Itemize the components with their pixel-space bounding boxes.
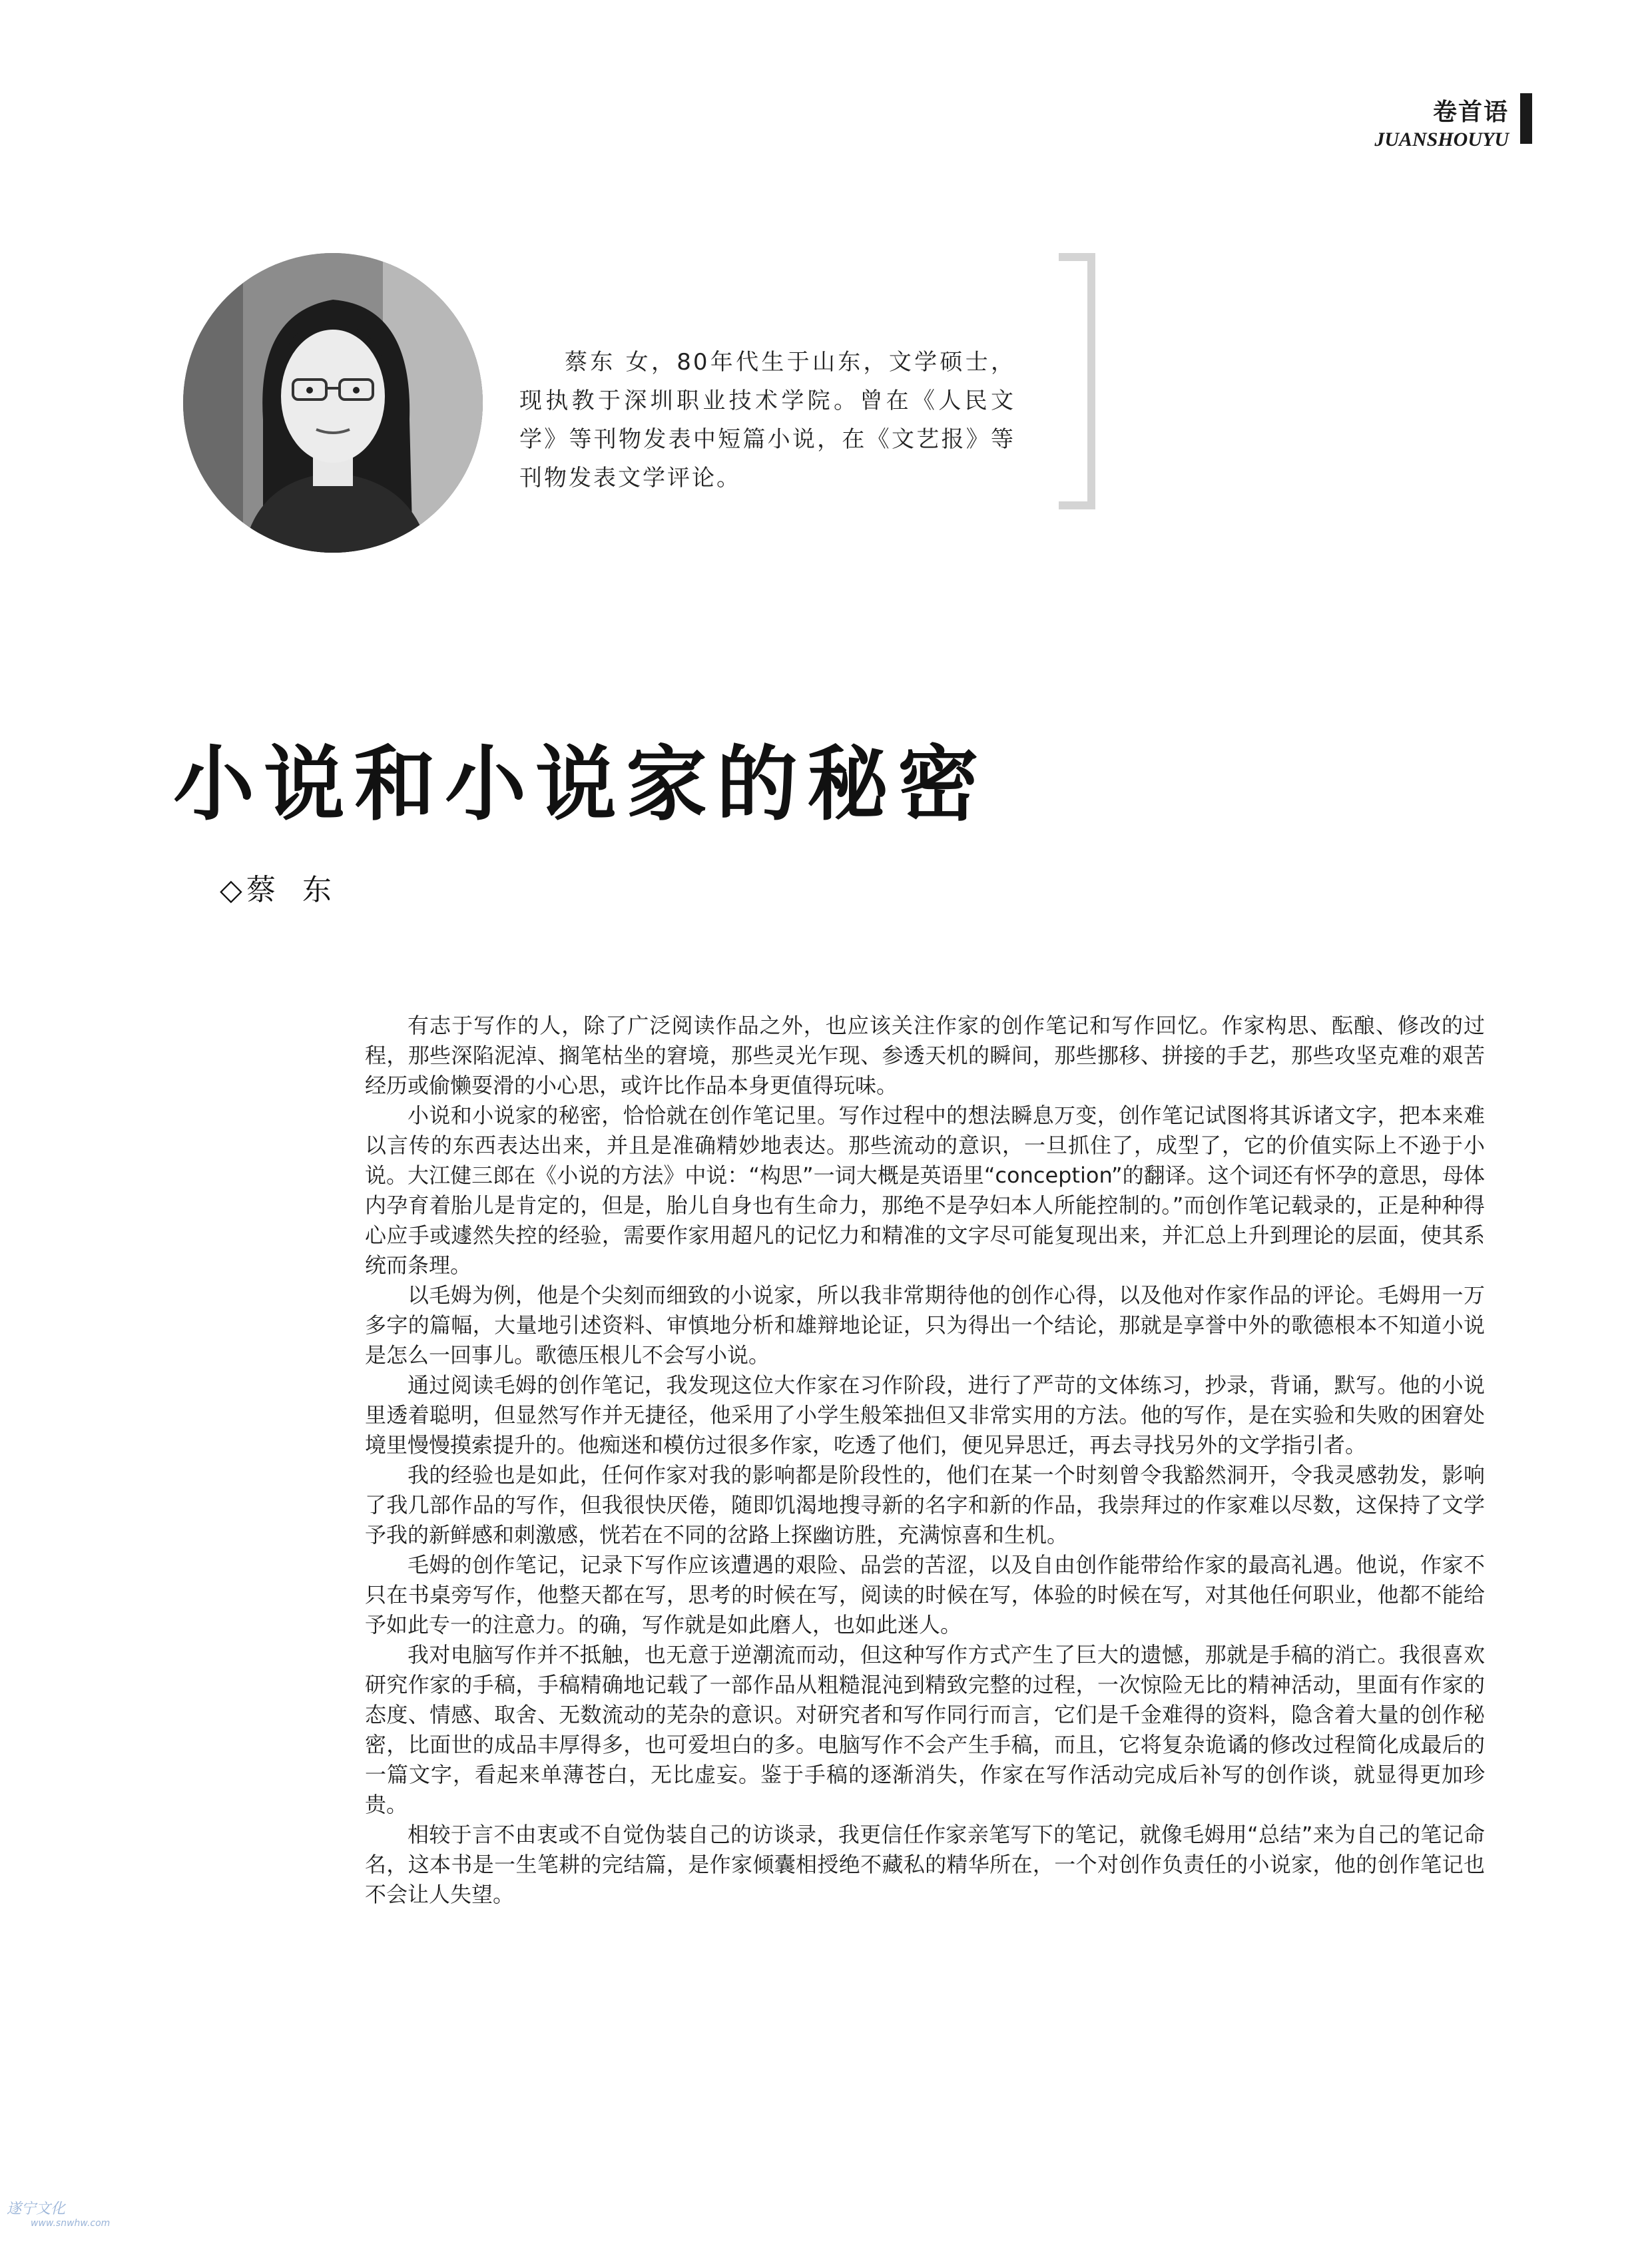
- watermark-logo: [7, 2197, 110, 2229]
- author-portrait-icon: [183, 253, 483, 553]
- bio-text: 蔡东 女，80年代生于山东，文学硕士，现执教于深圳职业技术学院。曾在《人民文学》等刊物发表中短篇小说，在《文艺报》等刊物发表文学评论。: [519, 349, 1015, 491]
- section-tag: [1374, 93, 1509, 151]
- paragraph: 相较于言不由衷或不自觉伪装自己的访谈录，我更信任作家亲笔写下的笔记，就像毛姆用“总结”来为自己的笔记命名，这本书是一生笔耕的完结篇，是作家倾囊相授绝不藏私的精华所在，一个对创作负责任的小说家，他的创作笔记也不会让人失望。: [365, 1822, 1485, 1907]
- diamond-icon: ◇: [220, 873, 242, 907]
- watermark-name: 遂宁文化: [7, 2201, 66, 2217]
- decorative-bracket: [1059, 253, 1095, 509]
- section-title-en: JUANSHOUYU: [1374, 129, 1509, 150]
- watermark-url: www.snwhw.com: [31, 2218, 111, 2229]
- section-marker-bar: [1520, 93, 1532, 144]
- portrait-illustration: [183, 253, 483, 553]
- author-name: 蔡东: [246, 873, 358, 907]
- paragraph: 我对电脑写作并不抵触，也无意于逆潮流而动，但这种写作方式产生了巨大的遗憾，那就是手稿的消亡。我很喜欢研究作家的手稿，手稿精确地记载了一部作品从粗糙混沌到精致完整的过程，一次惊险无比的精神活动，里面有作家的态度、情感、取舍、无数流动的芜杂的意识。对研究者和写作同行而言，它们是千金难得的资料，隐含着大量的创作秘密，比面世的成品丰厚得多，也可爱坦白的多。电脑写作不会产生手稿，而且，它将复杂诡谲的修改过程简化成最后的一篇文字，看起来单薄苍白，无比虚妄。鉴于手稿的逐渐消失，作家在写作活动完成后补写的创作谈，就显得更加珍贵。: [365, 1642, 1485, 1817]
- paragraph: 以毛姆为例，他是个尖刻而细致的小说家，所以我非常期待他的创作心得，以及他对作家作品的评论。毛姆用一万多字的篇幅，大量地引述资料、审慎地分析和雄辩地论证，只为得出一个结论，那就是享誉中外的歌德根本不知道小说是怎么一回事儿。歌德压根儿不会写小说。: [365, 1282, 1485, 1368]
- paragraph: 小说和小说家的秘密，恰恰就在创作笔记里。写作过程中的想法瞬息万变，创作笔记试图将其诉诸文字，把本来难以言传的东西表达出来，并且是准确精妙地表达。那些流动的意识，一旦抓住了，成型了，它的价值实际上不逊于小说。大江健三郎在《小说的方法》中说：“构思”一词大概是英语里“conception”的翻译。这个词还有怀孕的意思，母体内孕育着胎儿是肯定的，但是，胎儿自身也有生命力，那绝不是孕妇本人所能控制的。”而创作笔记载录的，正是种种得心应手或遽然失控的经验，需要作家用超凡的记忆力和精准的文字尽可能复现出来，并汇总上升到理论的层面，使其系统而条理。: [365, 1103, 1485, 1278]
- section-title-cn: 卷首语: [1432, 99, 1509, 126]
- paragraph: 有志于写作的人，除了广泛阅读作品之外，也应该关注作家的创作笔记和写作回忆。作家构思、酝酿、修改的过程，那些深陷泥淖、搁笔枯坐的窘境，那些灵光乍现、参透天机的瞬间，那些挪移、拼接的手艺，那些攻坚克难的艰苦经历或偷懒耍滑的小心思，或许比作品本身更值得玩味。: [365, 1013, 1485, 1098]
- author-bio: [519, 343, 1015, 497]
- article-body: [365, 1011, 1485, 1910]
- byline: [220, 866, 358, 908]
- paragraph: 通过阅读毛姆的创作笔记，我发现这位大作家在习作阶段，进行了严苛的文体练习，抄录，背诵，默写。他的小说里透着聪明，但显然写作并无捷径，他采用了小学生般笨拙但又非常实用的方法。他的写作，是在实验和失败的困窘处境里慢慢摸索提升的。他痴迷和模仿过很多作家，吃透了他们，便见异思迁，再去寻找另外的文学指引者。: [365, 1372, 1485, 1458]
- paragraph: 毛姆的创作笔记，记录下写作应该遭遇的艰险、品尝的苦涩，以及自由创作能带给作家的最高礼遇。他说，作家不只在书桌旁写作，他整天都在写，思考的时候在写，阅读的时候在写，体验的时候在写，对其他任何职业，他都不能给予如此专一的注意力。的确，写作就是如此磨人，也如此迷人。: [365, 1552, 1485, 1637]
- article-title: 小说和小说家的秘密: [173, 736, 988, 832]
- paragraph: 我的经验也是如此，任何作家对我的影响都是阶段性的，他们在某一个时刻曾令我豁然洞开，令我灵感勃发，影响了我几部作品的写作，但我很快厌倦，随即饥渴地搜寻新的名字和新的作品，我崇拜过的作家难以尽数，这保持了文学予我的新鲜感和刺激感，恍若在不同的岔路上探幽访胜，充满惊喜和生机。: [365, 1462, 1485, 1547]
